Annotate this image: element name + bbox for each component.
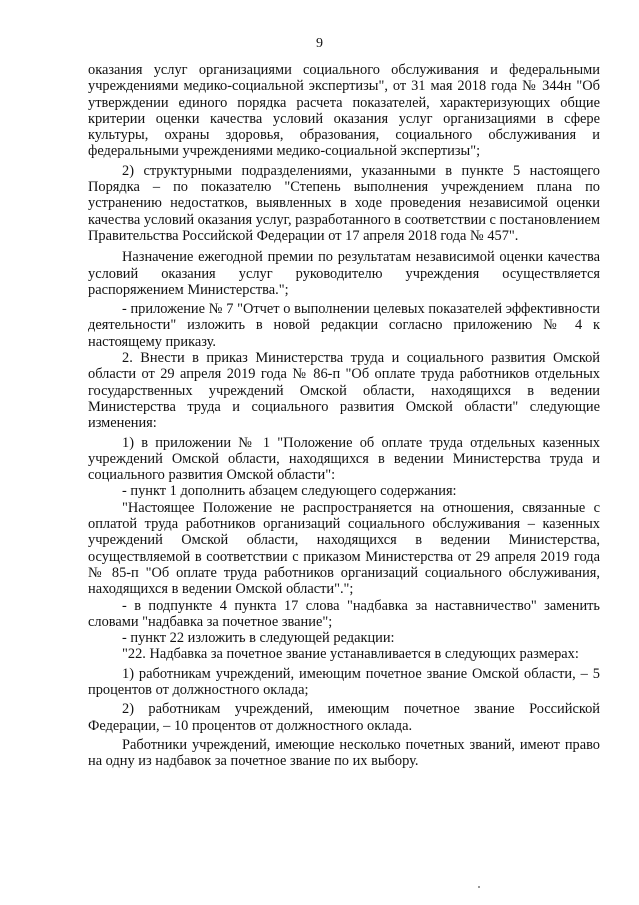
paragraph-clause-22: - пункт 22 изложить в следующей редакции: [122, 630, 395, 647]
paragraph-multiple-titles: Работники учреждений, имеющие несколько почетных званий, имеют право на одну из надбавок за почетное звание по их выбору. [88, 736, 600, 770]
page-number: 9 [316, 36, 323, 51]
paragraph-quoted-provision: "Настоящее Положение не распространяется на отношения, связанные с оплатой труда работников организаций социального обслуживания – казенных учреждений Омской области, находящихся в ведении Министерства, осуществляемой в соответствии с приказом Министерства от 29 апреля 2019 года № 85-п "Об оплате труда работников организаций социального обслуживания, находящихся в ведении Омской области"."; [88, 499, 600, 598]
paragraph-omsk-title: 1) работникам учреждений, имеющим почетное звание Омской области, – 5 процентов от должностного оклада; [88, 665, 600, 698]
paragraph-structural-units: 2) структурными подразделениями, указанными в пункте 5 настоящего Порядка – по показателю "Степень выполнения учреждением плана по устранению недостатков, выявленных в ходе проведения независимой оценки качества условий оказания услуг, разработанного в соответствии с постановлением Правительства Российской Федерации от 17 апреля 2018 года № 457". [88, 162, 600, 244]
paragraph-clause-1: - пункт 1 дополнить абзацем следующего содержания: [122, 483, 457, 500]
paragraph-continuation: оказания услуг организациями социального обслуживания и федеральными учреждениями медико-социальной экспертизы", от 31 мая 2018 года № 344н "Об утверждении единого порядка расчета показателей, характеризующих общие критерии оценки качества условий оказания услуг организациями в сфере культуры, охраны здоровья, образования, социального обслуживания и федеральными учреждениями медико-социальной экспертизы"; [88, 62, 600, 160]
paragraph-clause-22-text: "22. Надбавка за почетное звание устанавливается в следующих размерах: [122, 646, 579, 663]
paragraph-appendix-7: - приложение № 7 "Отчет о выполнении целевых показателей эффективности деятельности" изложить в новой редакции согласно приложению № 4 к настоящему приказу. [88, 301, 600, 350]
paragraph-subclause-4: - в подпункте 4 пункта 17 слова "надбавка за наставничество" заменить словами "надбавка за почетное звание"; [88, 597, 600, 630]
document-body [88, 62, 600, 769]
paragraph-annual-bonus: Назначение ежегодной премии по результатам независимой оценки качества условий оказания услуг руководителю учреждения осуществляется распоряжением Министерства."; [88, 249, 600, 298]
paragraph-rf-title: 2) работникам учреждений, имеющим почетное звание Российской Федерации, – 10 процентов от должностного оклада. [88, 701, 600, 734]
scan-speck [478, 886, 480, 888]
paragraph-item-2: 2. Внести в приказ Министерства труда и социального развития Омской области от 29 апреля 2019 года № 86-п "Об оплате труда работников отдельных государственных учреждений Омской области, находящихся в ведении Министерства труда и социального развития Омской области" следующие изменения: [88, 350, 600, 432]
paragraph-appendix-1: 1) в приложении № 1 "Положение об оплате труда отдельных казенных учреждений Омской области, находящихся в ведении Министерства труда и социального развития Омской области": [88, 434, 600, 484]
